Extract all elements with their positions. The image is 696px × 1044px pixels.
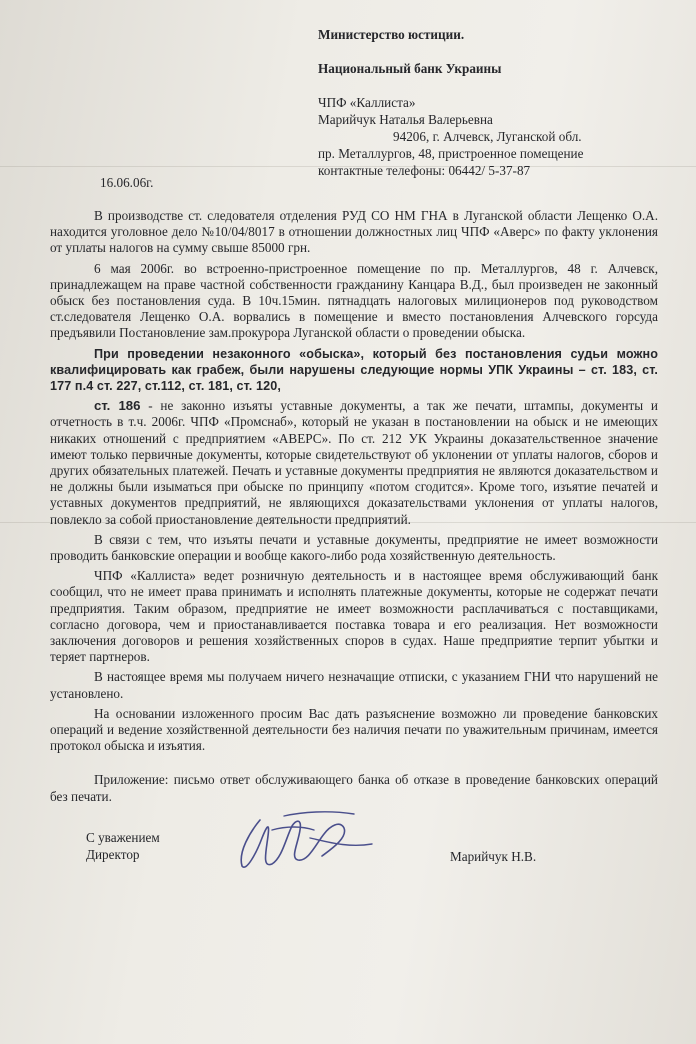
- paragraph: 6 мая 2006г. во встроенно-пристроенное помещение по пр. Металлургов, 48 г. Алчевск, принадлежащем на праве частной собственности гражданину Канцара В.Д., был произведен не законный обыск без постановления суда. В 10ч.15мин. пятнадцать налоговых милиционеров под руководством ст.следователя Лещенко О.А. ворвались в помещение и вместо постановления Алчевского горсуда предъявили Постановление зам.прокурора Луганской области о проведении обыска.: [50, 260, 658, 341]
- article-ref: ст. 186: [94, 398, 141, 414]
- signer-name: Марийчук Н.В.: [450, 849, 537, 864]
- closing-regards: С уважением: [86, 830, 160, 845]
- sender-person: Марийчук Наталья Валерьевна: [318, 112, 493, 127]
- paragraph: В производстве ст. следователя отделения РУД СО НМ ГНА в Луганской области Лещенко О.А. находится уголовное дело №10/04/8017 в отношении должностных лиц ЧПФ «Аверс» по факту уклонения от уплаты налогов на сумму свыше 85000 грн.: [50, 208, 658, 256]
- annex: [50, 772, 658, 805]
- sender-city: 94206, г. Алчевск, Луганской обл.: [393, 129, 582, 144]
- closing-position: Директор: [86, 847, 140, 862]
- sender-company: ЧПФ «Каллиста»: [318, 95, 416, 110]
- paragraph: На основании изложенного просим Вас дать разъяснение возможно ли проведение банковских операций и ведение хозяйственной деятельности без наличия печати по уважительным причинам, имеется протокол обыска и изъятия.: [50, 705, 658, 754]
- paragraph: В связи с тем, что изъяты печати и уставные документы, предприятие не имеет возможности проводить банковские операции и вообще какого-либо рода хозяйственную деятельность.: [50, 531, 658, 564]
- paragraph-bold: При проведении незаконного «обыска», который без постановления судьи можно квалифицировать как грабеж, были нарушены следующие нормы УПК Украины – ст. 183, ст. 177 п.4 ст. 227, ст.112, ст. 181, ст. 120,: [50, 346, 658, 394]
- sender-street: пр. Металлургов, 48, пристроенное помещение: [318, 146, 584, 161]
- signature-image: [232, 808, 382, 878]
- paragraph-text: - не законно изъяты уставные документы, а так же печати, штампы, документы и отчетность в т.ч. 2006г. ЧПФ «Промснаб», который не указан в постановлении на обыск и не имеющих никаких отношений с предприятием «АВЕРС». По ст. 212 УК Украины доказательственное значение имеют только первичные документы, которые свидетельствуют об уклонении от уплаты налогов, сборов и других обязательных платежей. Печать и уставные документы предприятия не являются доказательством и не должны были изыматься при обыске по принципу «потом сгодится». Кроме того, изъятие печатей и уставных документов предприятий, не являющихся доказательствами уклонения от уплаты налогов, повлекло за собой приостановление деятельности предприятий.: [50, 398, 658, 527]
- address-block: [318, 26, 678, 179]
- sender-phones: контактные телефоны: 06442/ 5-37-87: [318, 163, 531, 178]
- recipient-ministry: Министерство юстиции.: [318, 27, 465, 42]
- annex-text: Приложение: письмо ответ обслуживающего банка об отказе в проведение банковских операций без печати.: [50, 772, 658, 804]
- letter-date: 16.06.06г.: [100, 175, 154, 190]
- recipient-bank: Национальный банк Украины: [318, 61, 502, 76]
- letter-body: [50, 208, 658, 759]
- paragraph: [50, 398, 658, 528]
- closing-block: [86, 829, 160, 863]
- paragraph: В настоящее время мы получаем ничего незначащие отписки, с указанием ГНИ что нарушений не установлено.: [50, 669, 658, 701]
- paragraph: ЧПФ «Каллиста» ведет розничную деятельность и в настоящее время обслуживающий банк сообщил, что не имеет права принимать и исполнять платежные документы, которые не содержат печати предприятия. Таким образом, предприятие не имеет возможности расплачиваться с поставщиками, согласно договора, чем и приостанавливается поставка товара и его реализация. Нет возможности заключения договоров и решения хозяйственных споров в судах. Наше предприятие терпит убытки и теряет партнеров.: [50, 568, 658, 665]
